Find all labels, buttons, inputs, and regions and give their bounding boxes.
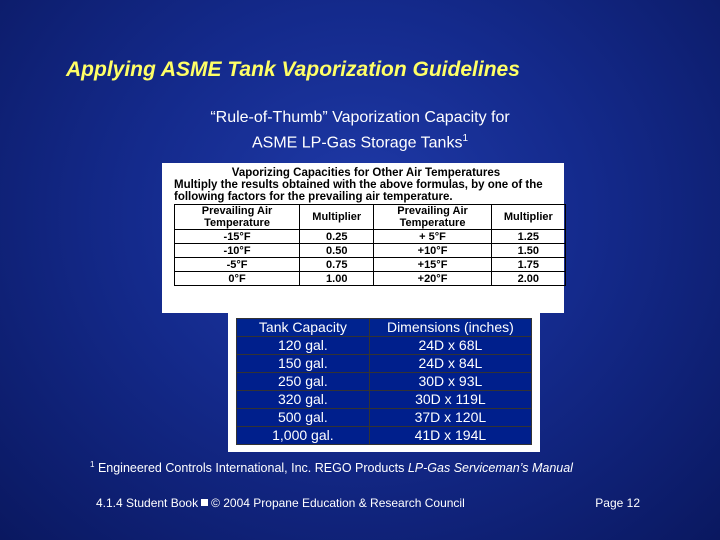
capacity-cell: 320 gal. — [237, 391, 370, 409]
dimensions-cell: 24D x 84L — [369, 355, 531, 373]
footer-copyright: © 2004 Propane Education & Research Council — [211, 496, 465, 510]
temp-b-cell: +15°F — [374, 258, 491, 272]
slide-footer — [96, 496, 646, 510]
capacity-cell: 250 gal. — [237, 373, 370, 391]
temp-a-cell: -5°F — [175, 258, 300, 272]
tank-table-header — [237, 319, 532, 337]
mult-b-cell: 1.50 — [491, 244, 565, 258]
table-row — [237, 409, 532, 427]
mult-a-cell: 0.25 — [300, 230, 374, 244]
footer-book-label: 4.1.4 Student Book — [96, 496, 199, 510]
square-bullet-icon — [201, 499, 208, 506]
subtitle-footnote-marker: 1 — [462, 133, 469, 144]
subtitle-line-1: “Rule-of-Thumb” Vaporization Capacity for — [210, 109, 510, 126]
capacity-cell: 120 gal. — [237, 337, 370, 355]
temp-b-cell: + 5°F — [374, 230, 491, 244]
table-row — [237, 373, 532, 391]
header-capacity: Tank Capacity — [237, 319, 370, 337]
capacity-cell: 1,000 gal. — [237, 427, 370, 445]
tank-panel — [228, 312, 540, 452]
footnote-marker: 1 — [90, 460, 95, 469]
temp-a-cell: -15°F — [175, 230, 300, 244]
capacity-cell: 500 gal. — [237, 409, 370, 427]
subtitle-line-2 — [150, 128, 570, 153]
multiplier-instruction-2: following factors for the prevailing air temperature. — [174, 191, 453, 203]
footnote-manual-title: LP-Gas Serviceman’s Manual — [407, 461, 573, 476]
footnote — [90, 460, 573, 475]
mult-b-cell: 1.25 — [491, 230, 565, 244]
tank-table — [236, 318, 532, 445]
mult-a-cell: 0.75 — [300, 258, 374, 272]
mult-b-cell: 2.00 — [491, 272, 565, 286]
table-row — [237, 355, 532, 373]
header-mult-a: Multiplier — [300, 205, 374, 230]
subtitle-line-2-text: ASME LP-Gas Storage Tanks — [251, 134, 463, 152]
table-row — [175, 230, 566, 244]
page-number: Page 12 — [595, 496, 640, 510]
dimensions-cell: 41D x 194L — [369, 427, 531, 445]
mult-b-cell: 1.75 — [491, 258, 565, 272]
multiplier-heading: Vaporizing Capacities for Other Air Temperatures — [231, 167, 501, 179]
dimensions-cell: 24D x 68L — [369, 337, 531, 355]
header-mult-b: Multiplier — [491, 205, 565, 230]
mult-a-cell: 1.00 — [300, 272, 374, 286]
mult-a-cell: 0.50 — [300, 244, 374, 258]
dimensions-cell: 30D x 93L — [369, 373, 531, 391]
capacity-cell: 150 gal. — [237, 355, 370, 373]
temp-a-cell: 0°F — [175, 272, 300, 286]
table-row — [175, 258, 566, 272]
header-dimensions: Dimensions (inches) — [369, 319, 531, 337]
table-row — [237, 391, 532, 409]
temp-b-cell: +20°F — [374, 272, 491, 286]
multiplier-table-header — [175, 205, 566, 230]
dimensions-cell: 30D x 119L — [369, 391, 531, 409]
slide-title: Applying ASME Tank Vaporization Guidelines — [66, 58, 520, 81]
table-row — [237, 427, 532, 445]
temp-a-cell: -10°F — [175, 244, 300, 258]
multiplier-panel-heading — [174, 167, 558, 203]
multiplier-instruction-1: Multiply the results obtained with the above formulas, by one of the — [174, 179, 543, 191]
dimensions-cell: 37D x 120L — [369, 409, 531, 427]
multiplier-panel — [162, 163, 564, 313]
temp-b-cell: +10°F — [374, 244, 491, 258]
header-temp-a: Prevailing Air Temperature — [175, 205, 300, 230]
slide-subtitle — [150, 107, 570, 153]
header-temp-b: Prevailing Air Temperature — [374, 205, 491, 230]
footnote-text: Engineered Controls International, Inc. REGO Products — [97, 461, 405, 476]
table-row — [175, 272, 566, 286]
multiplier-table — [174, 204, 566, 286]
table-row — [175, 244, 566, 258]
table-row — [237, 337, 532, 355]
